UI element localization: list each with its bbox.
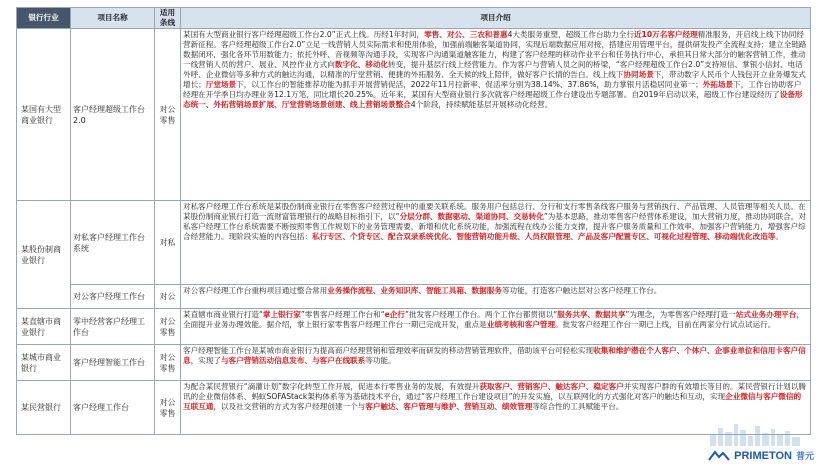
highlight-text: 近10万名客户经理 [633,30,698,39]
intro-cell [181,285,811,309]
intro-text: 对私客户经理工作台系统是某股份制商业银行在零售客户经营过程中的重要关联系统。服务用户包括总行、分行和支行零售条线客户服务与营销执行、产品管理、人员管理等相关人员。在某股份制商业银行打造一流财富管理银行的战略目标指引下，以“ [183,202,806,221]
highlight-text: 站式业务办理平台 [735,310,797,319]
highlight-text: 协同场景 [623,70,654,79]
highlight-text: 客户触达、客户管理与维护、营销互动、绩效管理 [365,402,533,411]
project-table [16,7,811,435]
bank-cell: 某民营银行 [17,381,71,435]
line-cell: 对公 [155,285,181,309]
table-row [17,345,811,381]
project-cell: 客户经理工作台 [71,381,155,435]
bank-cell: 某城市商业银行 [17,345,71,381]
bank-cell: 某直辖市商业银行 [17,309,71,345]
highlight-text: 分层分群、数据驱动、渠道协同、交易转化 [399,212,544,221]
primeton-logo-icon [708,450,730,462]
brand-name: PRIMETON [734,449,792,462]
highlight-text: 设备形态统一、外拓营销场景扩展、厅堂营销场景创建、线上营销场景整合 [183,90,803,109]
intro-text: 对公客户经理工作台重构项目通过整合常用 [183,286,328,295]
highlight-text: 厅堂场景 [205,80,237,89]
intro-text: 精准服务，开启线上线下协同经营新征程。客户经理超级工作台2.0”立足一线营销人员实际需求和使用体验，加强前端触客渠道协同，实现后端数据应用对接，搭建应用管理平台，提供研发投产全流程支持；建立全链路数据闭环，强化各环节用数能力；依托外呼、音视频等沟通手段，实现客户沟通渠道触客能力，构建了客户经理的移动作业平台和任务执行中心，承担其日常大部分的触客营销工作，推动一线营销人员的营户、展业、风控作业方式向 [183,30,807,69]
highlight-text: 业绩考核和客户管理 [486,320,556,329]
highlight-text: 外拓场景 [702,80,734,89]
line-cell: 对公零售 [155,381,181,435]
bank-cell: 某国有大型商业银行 [17,29,71,201]
table-header-row [17,8,811,29]
line-cell: 对公零售 [155,29,181,201]
brand-name-cn: 普元 [795,451,814,461]
intro-text: 转变，提升基层行线上经营能力。作为客户与营销人员之间的桥梁，“客户经理超级工作台2.0”支持短信、掌银小信封、电话外呼、企业微信等多种方式的触达沟通，以精准的厅堂营销、便捷的外拓服务、全天候的线上陪伴，做好客户长情的告白。线上线下 [183,60,803,79]
table-row [17,201,811,285]
highlight-text: 业务操作流程、业务知识库、智能工具箱、数据服务 [327,286,502,295]
intro-text: ，以及社交营销的方式为客户经理创建一个与 [213,402,366,411]
highlight-text: 零售、对公、三农和普惠 [424,30,508,39]
highlight-text: 企业微信与客户微信的互联互通 [183,392,802,411]
highlight-text: 收集和维护潜在个人客户、个体户、企事业单位和信用卡客户信息 [183,346,806,365]
highlight-text: e企行 [384,310,405,319]
bank-cell: 某股份制商业银行 [17,201,71,309]
intro-text: 4大类服务重塑，超级工作台助力全行 [507,30,634,39]
intro-text: 某国有大型商业银行客户经理超级工作台2.0”正式上线。历经1年时间， [183,30,425,39]
table-row [17,285,811,309]
line-cell: 对私 [155,201,181,285]
highlight-text: 与客户营销活动信息发布、与客户在线联系 [220,356,366,365]
line-cell: 对公零售 [155,345,181,381]
primeton-logo [708,449,814,462]
highlight-text: 数字化、移动化 [334,60,389,69]
intro-text: ”零售客户经理工作台和“ [300,310,385,319]
intro-text: 下，工作台协助客户经理在开学季日均办理业务12.1万笔，同比增长20.25%。近年来，某国有大型商业银行多次就客户经理超级工作台建设出专题部署。自2019年启动以来，超级工作台建设经历了 [183,80,802,99]
intro-text: 并实现客户群的有效增长等目的。某民营银行计划以腾讯的企业微信体系、蚂蚁SOFAStack架构体系等为基础技术平台，通过“客户经理工作台建设项目”的开发实施，以互联网化的方式强化对客户的触达和互动，实现 [183,382,806,401]
intro-text: 。 [775,232,783,241]
intro-text: 。批发客户经理工作台一期已上线，目前在两家分行试点试运行。 [555,320,776,329]
intro-text: 为配合某民营银行“滴灌计划”数字化转型工作开展，促进本行零售业务的发展，有效提升 [183,382,480,391]
highlight-text: 获取客户、营销客户、触达客户、稳定客户 [479,382,624,391]
intro-cell [181,29,811,201]
highlight-text: 私行专区、个贷专区、配合双录系统优化、智能营销功能升级、人员权限管理、产品及客户配置专区、可视化过程管理、移动端优化改造等 [312,232,776,241]
intro-text: ”为基本思路，推动零售客户经营体系建设，加大营销力度，推动协同联合。对私客户经理工作台系统需要不断按照零售工作规划下的业务管理需要，新增和优化系统功能，加强流程在线办公能力支撑，提升客户服务质量和工作效率，加强客户营销能力，增强客户综合经营能力。现阶段实施的内容包括： [183,212,806,241]
table-row [17,381,811,435]
table-row [17,29,811,201]
intro-text: 客户经理智能工作台是某城市商业银行为提高商户经理营销和管理效率而研发的移动营销管理软件，借助该平台可轻松实现 [183,346,594,355]
header-intro: 项目介绍 [181,8,811,29]
intro-text: 下，以工作台的智能推荐功能为抓手开展营销促活，2022年11月拉新率、促活率分别为38.14%、37.86%，助力掌银月活稳居同业第一； [236,80,703,89]
intro-text: 等综合性的工具赋能平台。 [532,402,624,411]
header-line: 适用条线 [155,8,181,29]
intro-cell [181,345,811,381]
intro-text: 某直辖市商业银行打造“ [183,310,263,319]
intro-text: 下，带动数字人民币个人钱包开立业务爆发式增长； [183,70,806,89]
project-cell: 对公客户经理工作台 [71,285,155,309]
line-cell: 对公零售 [155,309,181,345]
intro-text: ”批发客户经理工作台。两个工作台都贯彻以“ [405,310,558,319]
intro-text: ，实现了 [190,356,221,365]
intro-cell [181,309,811,345]
intro-text: 等功能。 [365,356,396,365]
project-cell: 客户经理智能工作台 [71,345,155,381]
intro-text: ，全面提升业务办理效能。据介绍，掌上银行家零售客户经理工作台一期已完成开发，重点是 [183,310,805,329]
intro-cell [181,201,811,285]
highlight-text: 掌上银行家 [262,310,301,319]
city-skyline-icon [706,418,806,446]
header-project: 项目名称 [71,8,155,29]
intro-text: 4个阶段，持续赋能基层开展移动化经营。 [410,100,553,109]
project-cell: 客户经理超级工作台2.0 [71,29,155,201]
intro-text: ”为理念，为零售客户经理打造一 [625,310,736,319]
project-cell: 对私客户经理工作台系统 [71,201,155,285]
highlight-text: 服务共享、数据共享 [557,310,626,319]
header-bank: 银行行业 [17,8,71,29]
intro-text: 等功能，打造客户触达层对公客户经理工作台。 [501,286,662,295]
table-row [17,309,811,345]
project-cell: 零中经营客户经理工作台 [71,309,155,345]
